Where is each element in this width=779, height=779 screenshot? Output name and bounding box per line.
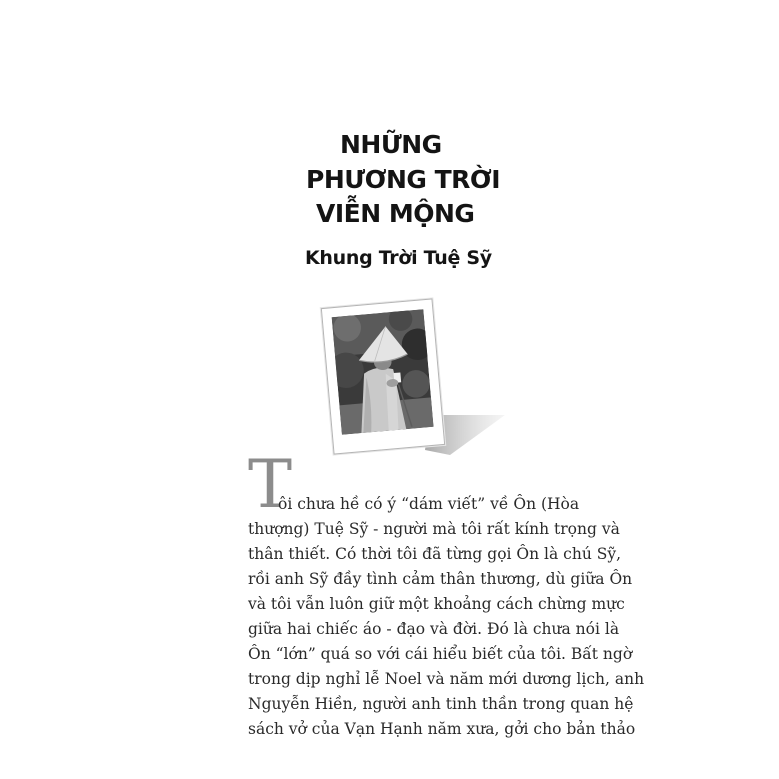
chapter-subtitle: Khung Trời Tuệ Sỹ — [305, 247, 492, 269]
monk-in-conical-hat-photo — [332, 309, 434, 435]
body-text-line: rồi anh Sỹ đầy tình cảm thân thương, dù giữa Ôn — [248, 570, 633, 588]
body-text-line: thượng) Tuệ Sỹ - người mà tôi rất kính trọng và — [248, 520, 620, 538]
chapter-title-line-1: NHỮNG — [340, 130, 442, 159]
monk-photo-frame — [321, 298, 445, 454]
drop-cap-letter: T — [248, 446, 293, 523]
body-text-line: Ôn “lớn” quá so với cái hiểu biết của tôi. Bất ngờ — [248, 645, 633, 663]
body-text-line: thân thiết. Có thời tôi đã từng gọi Ôn là chú Sỹ, — [248, 545, 622, 563]
body-text-line: trong dịp nghỉ lễ Noel và năm mới dương lịch, anh — [248, 670, 645, 688]
body-text-line: và tôi vẫn luôn giữ một khoảng cách chừng mực — [248, 595, 625, 613]
chapter-title-line-3: VIỄN MỘNG — [316, 199, 475, 228]
body-text-line: Nguyễn Hiền, người anh tinh thần trong quan hệ — [248, 695, 634, 713]
body-text-line: ôi chưa hề có ý “dám viết” về Ôn (Hòa — [278, 495, 580, 513]
chapter-title-line-2: PHƯƠNG TRỜI — [306, 165, 501, 194]
body-text-line: giữa hai chiếc áo - đạo và đời. Đó là chưa nói là — [248, 620, 620, 638]
body-text-line: sách vở của Vạn Hạnh năm xưa, gởi cho bản thảo — [248, 720, 636, 738]
